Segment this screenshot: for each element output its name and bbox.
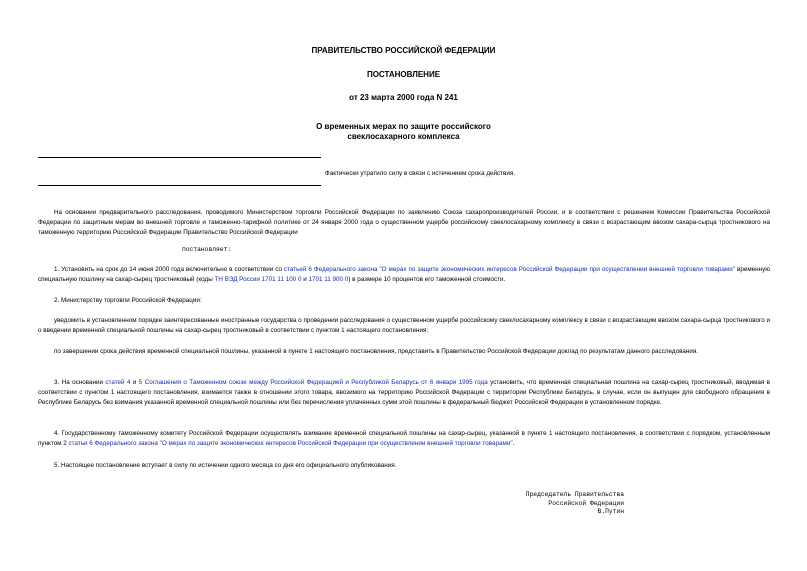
divider-bottom — [38, 185, 321, 186]
intro-paragraph: На основании предварительного расследования, проводимого Министерством торговли Российской Федерации по заявлению Союза сахаропроизводителей России, и в соответствии с решением Комиссии Правительства Российской Федерации по защитным мерам во внешней торговле и таможенно-тарифной политике от 24 января 2000 года о существенном ущербе российскому свеклосахарному комплексу в связи с возрастающим ввозом сахара-сырца тростникового на таможенную территорию Российской Федерации Правительство Российской Федерации — [38, 209, 770, 236]
document-title-line2: свеклосахарного комплекса — [347, 132, 460, 141]
law-article-6-link[interactable]: статьей 6 Федерального закона "О мерах по защите экономических интересов Российской Федерации при осуществлении внешней торговли товарами" — [283, 266, 736, 273]
document-type: ПОСТАНОВЛЕНИЕ — [366, 70, 441, 79]
item-4-text-before: 4. Государственному таможенному комитету Российской Федерации осуществлять взимание временной специальной пошлины на сахар-сырец, указанной в пункте 1 настоящего постановления, в соответствии с порядком, установленным пунктом 2 — [38, 430, 770, 447]
law-article-6-link-2[interactable]: статьи 6 Федерального закона "О мерах по защите экономических интересов Российской Федерации при осуществлении внешней торговли товарами" — [68, 440, 513, 447]
tn-ved-code-link-2[interactable]: 1701 11 900 0 — [308, 276, 349, 283]
agreement-article-4-link[interactable]: статей 4 — [105, 379, 131, 386]
item-3-text-mid: и — [130, 379, 139, 386]
signature-line-2: Российской Федерации — [548, 499, 624, 507]
item-3 — [38, 378, 770, 408]
signature-name: В.Путин — [597, 508, 624, 515]
signature-block — [500, 491, 624, 517]
decree-word: постановляет: — [182, 246, 232, 253]
government-heading: ПРАВИТЕЛЬСТВО РОССИЙСКОЙ ФЕДЕРАЦИИ — [311, 46, 496, 55]
item-2-report: по завершении срока действия временной специальной пошлины, указанной в пункте 1 настоящего постановления, представить в Правительство Российской Федерации доклад по результатам данного расследования. — [54, 348, 699, 355]
item-4 — [38, 429, 770, 449]
document-title-line1: О временных мерах по защите российского — [316, 122, 491, 131]
item-1-text-mid1: временную специальную пошлину на сахар-сырец тростниковый (коды — [38, 266, 771, 283]
item-2-notify: уведомить в установленном порядке заинтересованные иностранные государства о проведении расследования о существенном ущербе российскому свеклосахарному комплексу в связи с возрастающим ввозом сахара-сырца тростникового и о введении временной специальной пошлины на сахар-сырец тростниковый в соответствии с пунктом 1 настоящего постановления; — [38, 317, 770, 334]
item-5: 5. Настоящее постановление вступает в силу по истечении одного месяца со дня его официального опубликования. — [54, 462, 397, 469]
item-1-text-mid2: и — [301, 276, 309, 283]
item-2: 2. Министерству торговли Российской Федерации: — [54, 297, 202, 304]
document-date-number: от 23 марта 2000 года N 241 — [349, 93, 458, 102]
status-note: Фактически утратило силу в связи с истечением срока действия. — [324, 170, 516, 177]
item-3-text-after: установить, что временная специальная пошлина на сахар-сырец тростниковый, вводимая в соответствии с пунктом 1 настоящего постановления, взимается также в отношении этого товара, ввозимого на территорию Российской Федерации с территории Республики Беларусь, в случае, если он выпущен для свободного обращения в Республике Беларусь без взимания указанной временной специальной пошлины или без перечисления уплаченных сумм этой пошлины в федеральный бюджет Российской Федерации в установленном порядке. — [38, 379, 770, 406]
item-3-text-before: 3. На основании — [54, 379, 106, 386]
signature-line-1: Председатель Правительства — [525, 491, 624, 498]
tn-ved-code-link-1[interactable]: ТН ВЭД России 1701 11 100 0 — [214, 276, 302, 283]
item-4-text-after: . — [512, 440, 515, 447]
item-1-text-after: ) в размере 10 процентов его таможенной стоимости. — [348, 276, 506, 283]
item-1 — [38, 265, 770, 285]
item-1-text-before: 1. Установить на срок до 14 июня 2000 года включительно в соответствии со — [54, 266, 284, 273]
divider-top — [38, 157, 321, 158]
customs-union-agreement-link[interactable]: 5 Соглашения о Таможенном союзе между Российской Федерацией и Республикой Беларусь от 6 января 1995 года — [138, 379, 488, 386]
